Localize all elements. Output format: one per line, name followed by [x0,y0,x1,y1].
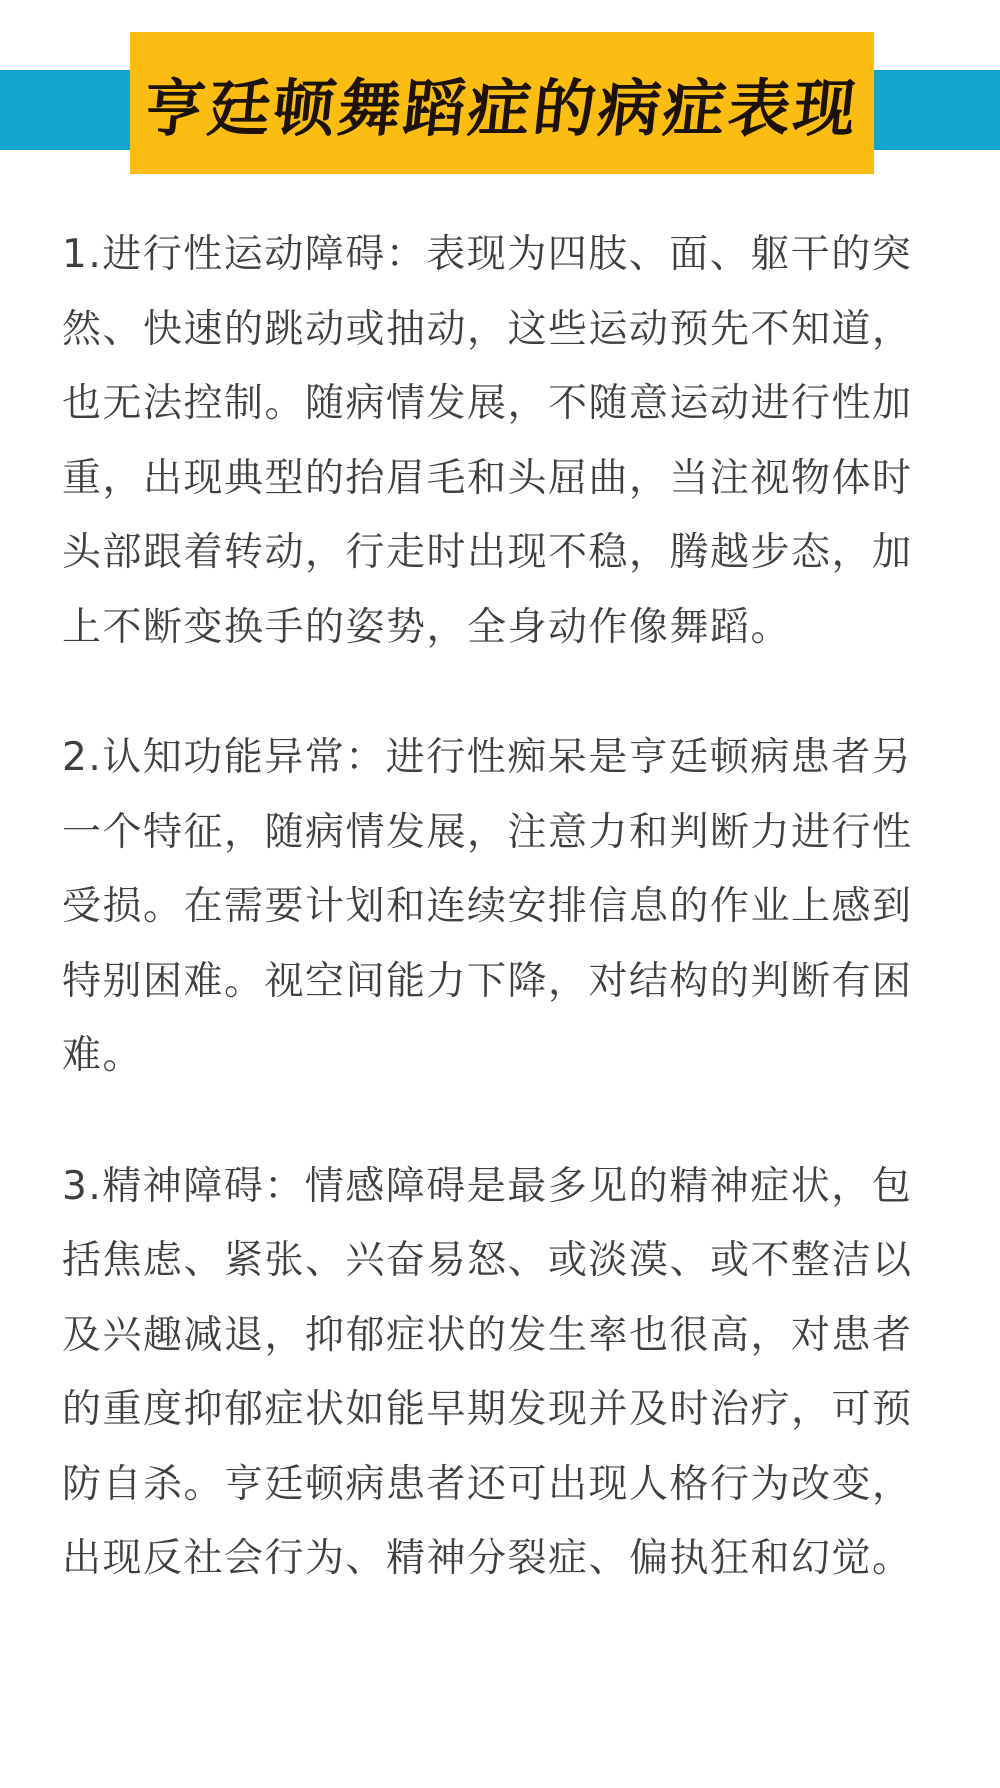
section-cognitive-dysfunction: 2.认知功能异常：进行性痴呆是亨廷顿病患者另一个特征，随病情发展，注意力和判断力进行性受损。在需要计划和连续安排信息的作业上感到特别困难。视空间能力下降，对结构的判断有困难。 [62,735,913,1078]
title-banner [130,32,874,174]
section-mental-disorder: 3.精神障碍：情感障碍是最多见的精神症状，包括焦虑、紧张、兴奋易怒、或淡漠、或不整洁以及兴趣减退，抑郁症状的发生率也很高，对患者的重度抑郁症状如能早期发现并及时治疗，可预防自杀。亨廷顿病患者还可出现人格行为改变，出现反社会行为、精神分裂症、偏执狂和幻觉。 [62,1163,913,1581]
page-title: 亨廷顿舞蹈症的病症表现 [140,71,863,145]
section-motor-disorder: 1.进行性运动障碍：表现为四肢、面、躯干的突然、快速的跳动或抽动，这些运动预先不知道，也无法控制。随病情发展，不随意运动进行性加重，出现典型的抬眉毛和头屈曲，当注视物体时头部跟着转动，行走时出现不稳，腾越步态，加上不断变换手的姿势，全身动作像舞蹈。 [62,232,913,650]
article-body [62,218,938,1653]
